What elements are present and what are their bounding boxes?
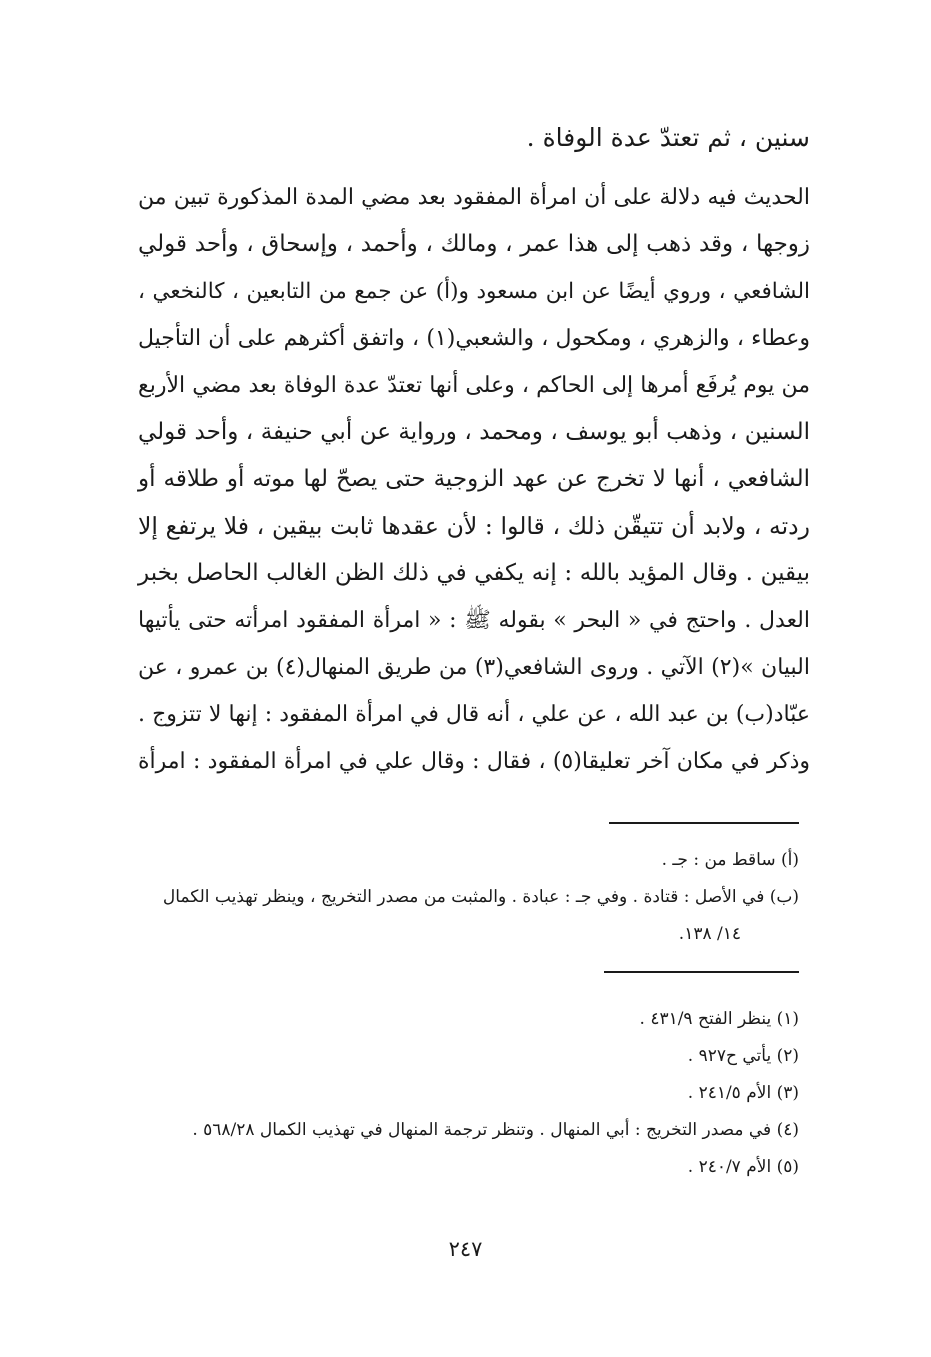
- text-line: وعطاء ، والزهري ، ومكحول ، والشعبي(١) ، واتفق أكثرهم على أن التأجيل: [138, 326, 810, 351]
- footnotes: [99, 1001, 799, 1186]
- text-line: سنين ، ثم تعتدّ عدة الوفاة .: [526, 123, 810, 152]
- text-line: بيقين . وقال المؤيد بالله : إنه يكفي في ذلك الظن الغالب الحاصل بخبر: [138, 560, 810, 586]
- footnote: (٢) يأتي ح٩٢٧ .: [687, 1046, 799, 1066]
- text-line: السنين ، وذهب أبو يوسف ، ومحمد ، ورواية عن أبي حنيفة ، وأحد قولي: [138, 419, 810, 445]
- variant-notes: [99, 842, 799, 953]
- main-text: [138, 114, 810, 785]
- text-line: العدل . واحتج في « البحر » بقوله ﷺ : « امرأة المفقود امرأته حتى يأتيها: [138, 608, 810, 633]
- text-line: زوجها ، وقد ذهب إلى هذا عمر ، ومالك ، وأحمد ، وإسحاق ، وأحد قولي: [138, 231, 810, 257]
- variant-note: (أ) ساقط من : جـ .: [661, 850, 799, 870]
- text-line: ردته ، ولابد أن تتيقّن ذلك ، قالوا : لأن عقدها ثابت بيقين ، فلا يرتفع إلا: [138, 512, 810, 540]
- text-line: الحديث فيه دلالة على أن امرأة المفقود بعد مضي المدة المذكورة تبين من: [138, 185, 810, 210]
- footnote: (٥) الأم ٢٤٠/٧ .: [687, 1157, 799, 1177]
- page-number: ٢٤٧: [448, 1237, 483, 1261]
- text-line: عبّاد(ب) بن عبد الله ، عن علي ، أنه قال في امرأة المفقود : إنها لا تتزوج .: [138, 702, 810, 727]
- text-line: الشافعي ، وروي أيضًا عن ابن مسعود و(أ) عن جمع من التابعين ، كالنخعي ،: [138, 279, 810, 304]
- text-line: من يوم يُرفَع أمرها إلى الحاكم ، وعلى أنها تعتدّ عدة الوفاة بعد مضي الأربع: [138, 373, 810, 398]
- footnote: (٤) في مصدر التخريج : أبي المنهال . وتنظر ترجمة المنهال في تهذيب الكمال ٥٦٨/٢٨ .: [192, 1120, 799, 1140]
- text-line: الشافعي ، أنها لا تخرج عن عهد الزوجية حتى يصحّ لها موته أو طلاقه أو: [138, 466, 810, 492]
- footnote: (١) ينظر الفتح ٤٣١/٩ .: [639, 1009, 799, 1029]
- footnote-divider: [604, 971, 799, 973]
- footnote-divider: [609, 822, 799, 824]
- variant-note-continuation: ١٤/ ١٣٨.: [678, 924, 741, 944]
- footnote: (٣) الأم ٢٤١/٥ .: [687, 1083, 799, 1103]
- text-line: وذكر في مكان آخر تعليقا(٥) ، فقال : وقال علي في امرأة المفقود : امرأة: [138, 749, 810, 774]
- variant-note: (ب) في الأصل : قتادة . وفي جـ : عبادة . والمثبت من مصدر التخريج ، وينظر تهذيب الكمال: [162, 887, 799, 907]
- text-line: البيان »(٢) الآتي . وروى الشافعي(٣) من طريق المنهال(٤) بن عمرو ، عن: [138, 655, 810, 680]
